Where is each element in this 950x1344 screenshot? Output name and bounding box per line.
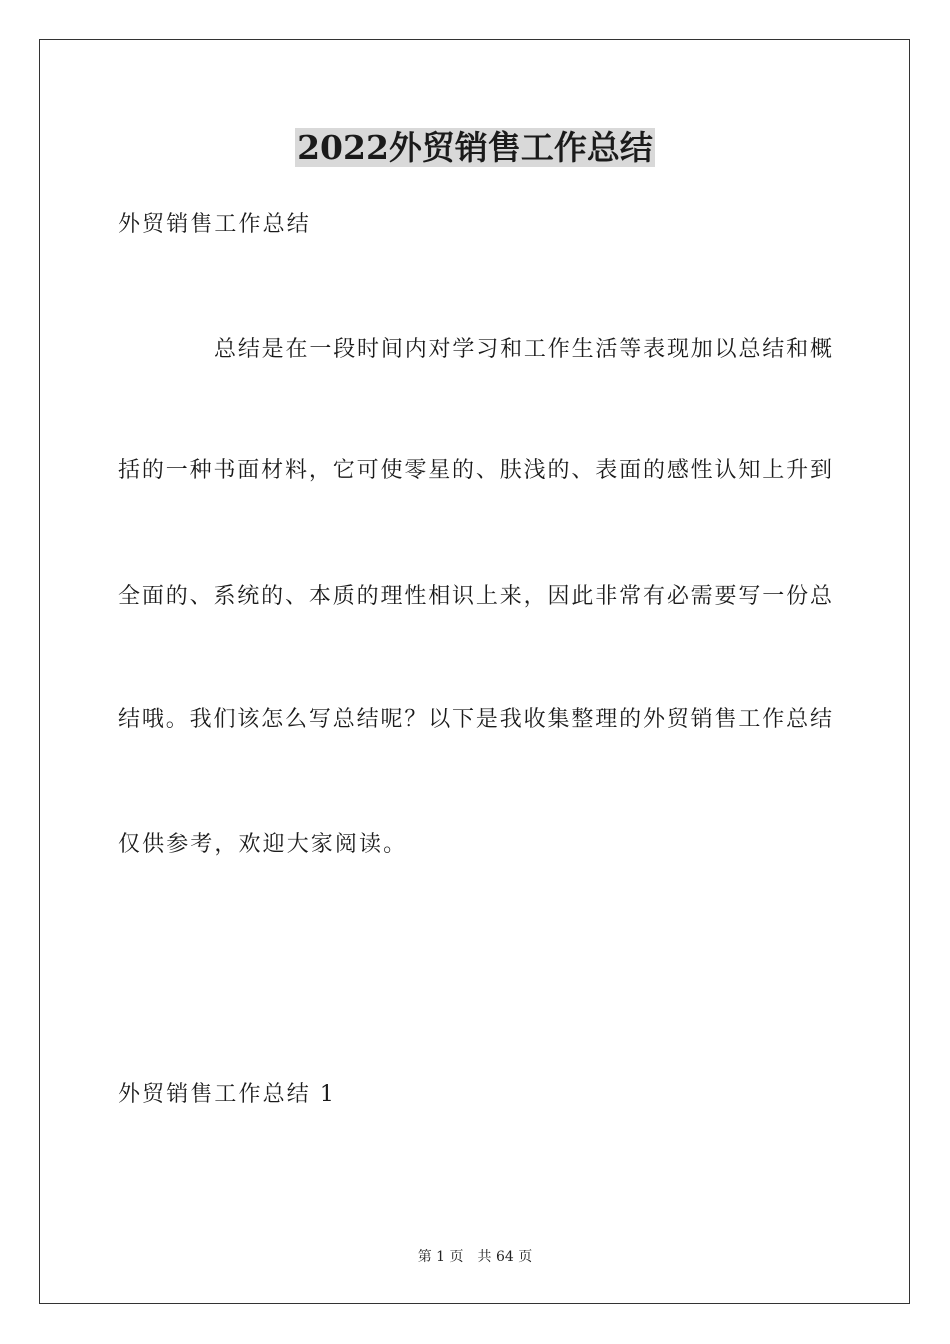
paragraph-line-3: 全面的、系统的、本质的理性相识上来，因此非常有必需要写一份总 <box>118 584 832 609</box>
page-number: 第 1 页 <box>417 1249 464 1265</box>
document-subtitle: 外贸销售工作总结 <box>118 212 311 237</box>
page-footer <box>0 1248 950 1266</box>
document-title-text: 2022外贸销售工作总结 <box>297 128 653 167</box>
paragraph-line-5: 仅供参考，欢迎大家阅读。 <box>118 832 408 857</box>
document-title <box>0 127 950 169</box>
paragraph-line-4: 结哦。我们该怎么写总结呢？以下是我收集整理的外贸销售工作总结 <box>118 707 832 732</box>
paragraph-line-2: 括的一种书面材料，它可使零星的、肤浅的、表面的感性认知上升到 <box>118 458 832 483</box>
paragraph-line-1: 总结是在一段时间内对学习和工作生活等表现加以总结和概 <box>214 337 832 362</box>
page-total: 共 64 页 <box>477 1249 533 1265</box>
section-heading: 外贸销售工作总结 1 <box>118 1082 336 1107</box>
